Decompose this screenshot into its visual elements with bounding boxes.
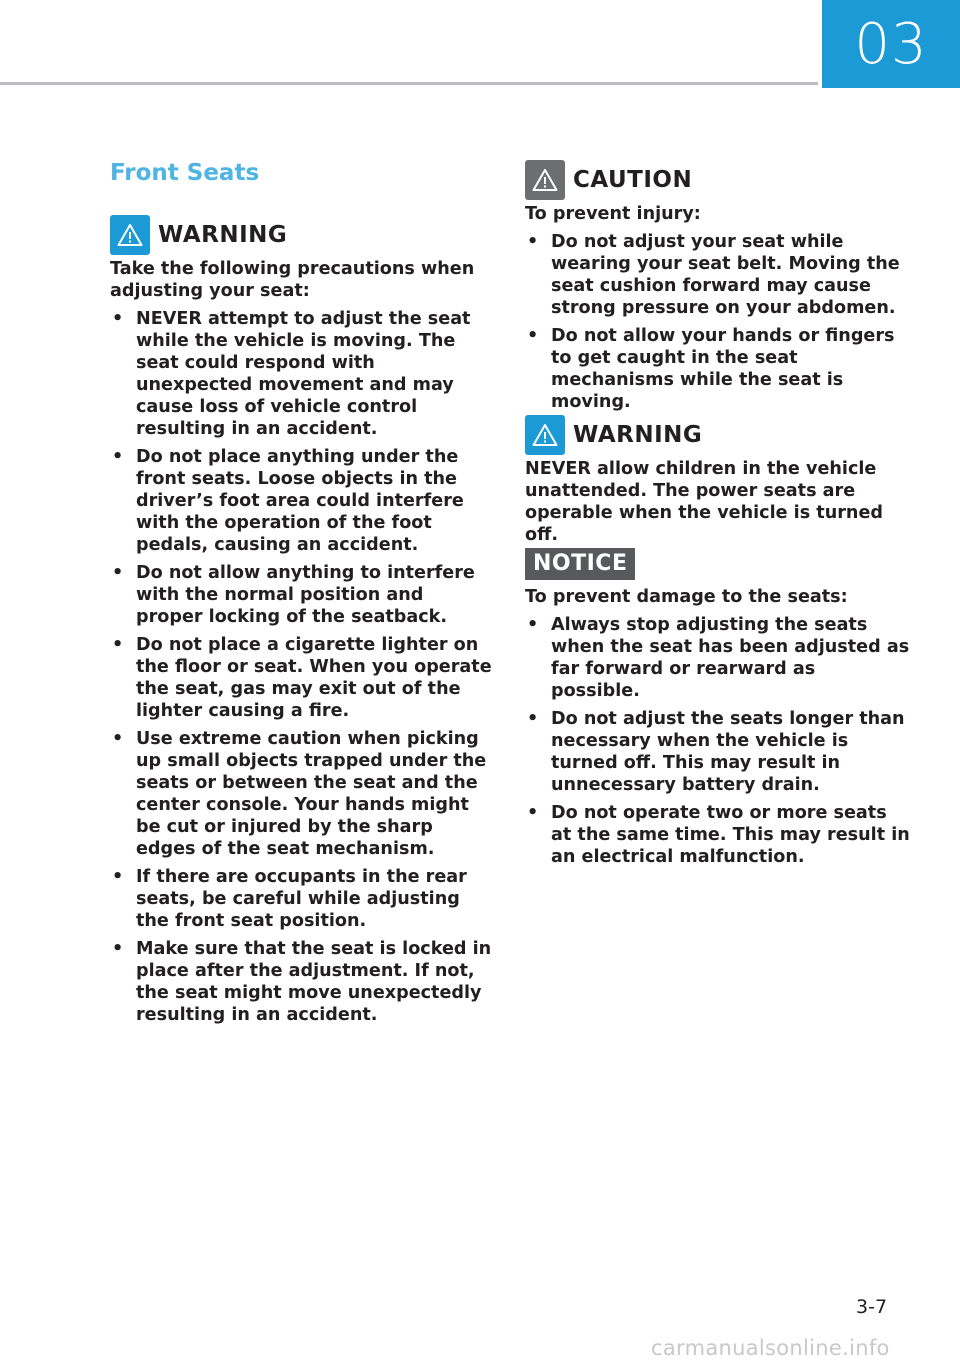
list-item-text: Do not operate two or more seats at the same time. This may result in an electrical malfunction. (551, 803, 910, 867)
list-item (110, 446, 495, 556)
bullet-icon: • (527, 709, 539, 729)
list-item-text: Use extreme caution when picking up small objects trapped under the seats or between the seat and the center console. Your hands might be cut or injured by the sharp edges of the seat mechanism. (136, 729, 487, 859)
bullet-icon: • (112, 563, 124, 583)
list-item (110, 308, 495, 440)
warning-triangle-icon (525, 415, 565, 455)
warning-list (110, 308, 495, 1032)
warning-heading (110, 215, 287, 255)
bullet-icon: • (112, 309, 124, 329)
bullet-icon: • (112, 867, 124, 887)
list-item-text: If there are occupants in the rear seats, be careful while adjusting the front seat position. (136, 867, 467, 931)
warning-title: WARNING (158, 222, 288, 248)
list-item-text: Do not place anything under the front seats. Loose objects in the driver’s foot area could interfere with the operation of the foot pedals, causing an accident. (136, 447, 464, 555)
list-item (525, 614, 910, 702)
warning2-title: WARNING (573, 422, 703, 448)
list-item-text: Do not allow your hands or fingers to get caught in the seat mechanisms while the seat is moving. (551, 326, 895, 412)
list-item (525, 231, 910, 319)
bullet-icon: • (527, 326, 539, 346)
caution-title: CAUTION (573, 167, 693, 193)
list-item (110, 562, 495, 628)
bullet-icon: • (527, 615, 539, 635)
caution-list (525, 231, 910, 419)
list-item (110, 866, 495, 932)
caution-heading (525, 160, 692, 200)
list-item-text: Do not adjust the seats longer than necessary when the vehicle is turned off. This may result in unnecessary battery drain. (551, 709, 905, 795)
list-item-text: Always stop adjusting the seats when the seat has been adjusted as far forward or rearward as possible. (551, 615, 910, 701)
bullet-icon: • (527, 232, 539, 252)
bullet-icon: • (112, 447, 124, 467)
notice-intro: To prevent damage to the seats: (525, 587, 848, 607)
caution-triangle-icon (525, 160, 565, 200)
list-item-text: Make sure that the seat is locked in place after the adjustment. If not, the seat might move unexpectedly resulting in an accident. (136, 939, 492, 1025)
warning2-text: NEVER allow children in the vehicle unattended. The power seats are operable when the vehicle is turned off. (525, 459, 883, 545)
warning-intro: Take the following precautions when adjusting your seat: (110, 259, 475, 301)
header-rule (0, 82, 818, 85)
list-item (525, 325, 910, 413)
list-item-text: Do not place a cigarette lighter on the floor or seat. When you operate the seat, gas may exit out of the lighter causing a fire. (136, 635, 492, 721)
bullet-icon: • (527, 803, 539, 823)
chapter-tab (822, 0, 960, 88)
notice-list (525, 614, 910, 874)
bullet-icon: • (112, 939, 124, 959)
list-item-text: Do not adjust your seat while wearing your seat belt. Moving the seat cushion forward may cause strong pressure on your abdomen. (551, 232, 900, 318)
list-item-text: Do not allow anything to interfere with the normal position and proper locking of the seatback. (136, 563, 475, 627)
list-item (110, 634, 495, 722)
bullet-icon: • (112, 729, 124, 749)
list-item (110, 938, 495, 1026)
list-item (525, 802, 910, 868)
section-title: Front Seats (110, 160, 260, 186)
page-number: 3-7 (856, 1296, 888, 1318)
watermark: carmanualsonline.info (651, 1336, 890, 1360)
notice-badge: NOTICE (525, 548, 635, 580)
warning2-heading (525, 415, 702, 455)
list-item-text: NEVER attempt to adjust the seat while the vehicle is moving. The seat could respond with unexpected movement and may cause loss of vehicle control resulting in an accident. (136, 309, 471, 439)
bullet-icon: • (112, 635, 124, 655)
list-item (110, 728, 495, 860)
list-item (525, 708, 910, 796)
caution-intro: To prevent injury: (525, 204, 701, 224)
warning-triangle-icon (110, 215, 150, 255)
chapter-number: 03 (854, 11, 928, 77)
